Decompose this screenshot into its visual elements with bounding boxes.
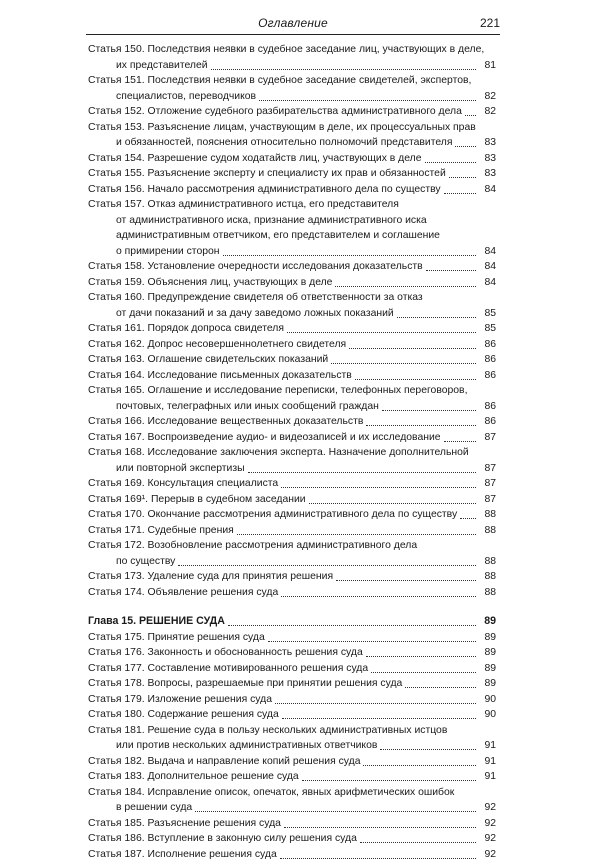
toc-line-text: Статья 157. Отказ административного истца, его представителя [88,197,399,213]
dot-leader [460,518,476,519]
toc-line-text: Статья 180. Содержание решения суда [88,707,279,723]
toc-entry [88,368,496,384]
toc-line [88,89,496,105]
toc-line-text: от дачи показаний и за дачу заведомо ложных показаний [116,306,394,322]
toc-page-number: 84 [484,275,496,291]
chapter-heading [88,614,496,630]
toc-page-number: 89 [484,614,496,630]
toc-line-text: в решении суда [116,800,192,816]
toc-line-text: их представителей [116,58,208,74]
toc-line-text: Статья 181. Решение суда в пользу нескольких административных истцов [88,723,447,739]
toc-page-number: 82 [484,104,496,120]
toc-page-number: 86 [484,337,496,353]
toc-line-text: Статья 184. Исправление описок, опечаток, явных арифметических ошибок [88,785,454,801]
toc-line [88,569,496,585]
toc-line [88,182,496,198]
toc-page-number: 87 [484,492,496,508]
toc-entry [88,151,496,167]
toc-line-text: Статья 164. Исследование письменных доказательств [88,368,352,384]
toc-line-text: или повторной экспертизы [116,461,245,477]
toc-entry [88,275,496,291]
dot-leader [281,596,476,597]
toc-page-number: 86 [484,399,496,415]
toc-line [88,244,496,260]
dot-leader [309,503,476,504]
dot-leader [281,487,476,488]
toc-entry [88,104,496,120]
toc-line-text: Статья 162. Допрос несовершеннолетнего свидетеля [88,337,346,353]
toc-line [88,213,496,229]
toc-line-text: о примирении сторон [116,244,220,260]
toc-line-text: Статья 178. Вопросы, разрешаемые при принятии решения суда [88,676,402,692]
toc-page-number: 83 [484,135,496,151]
toc-page-number: 92 [484,831,496,847]
dot-leader [360,842,476,843]
toc-page-number: 91 [484,769,496,785]
toc-entry [88,430,496,446]
dot-leader [371,672,476,673]
toc-line-text: Статья 174. Объявление решения суда [88,585,278,601]
toc-entry [88,352,496,368]
toc-entry [88,630,496,646]
toc-line-text: Статья 156. Начало рассмотрения административного дела по существу [88,182,441,198]
toc-entry [88,523,496,539]
toc-page-number: 89 [484,661,496,677]
toc-entry [88,507,496,523]
toc-line [88,523,496,539]
toc-line-text: Статья 160. Предупреждение свидетеля об ответственности за отказ [88,290,423,306]
toc-line [88,754,496,770]
toc-line [88,42,496,58]
toc-line-text: Статья 173. Удаление суда для принятия решения [88,569,333,585]
toc-line [88,430,496,446]
toc-entry [88,476,496,492]
toc-line [88,290,496,306]
toc-page-number: 88 [484,554,496,570]
toc-entry [88,585,496,601]
toc-line [88,800,496,816]
dot-leader [444,441,476,442]
toc-page-number: 88 [484,585,496,601]
toc-line-text: Статья 155. Разъяснение эксперту и специалисту их прав и обязанностей [88,166,446,182]
dot-leader [282,718,476,719]
toc-line-text: Статья 175. Принятие решения суда [88,630,265,646]
toc-line [88,151,496,167]
toc-line-text: Статья 166. Исследование вещественных доказательств [88,414,363,430]
toc-line [88,275,496,291]
toc-line [88,197,496,213]
toc-line [88,769,496,785]
toc-entry [88,259,496,275]
toc-entry [88,769,496,785]
toc-line [88,847,496,862]
dot-leader [382,410,476,411]
dot-leader [397,317,476,318]
toc-entry [88,754,496,770]
toc-entry [88,707,496,723]
toc-line-text: Статья 172. Возобновление рассмотрения административного дела [88,538,417,554]
toc-line-text: Статья 170. Окончание рассмотрения административного дела по существу [88,507,457,523]
toc-entry [88,445,496,476]
toc-line [88,645,496,661]
toc-line [88,445,496,461]
toc-entry [88,166,496,182]
toc-entry [88,645,496,661]
toc-line-text: Статья 151. Последствия неявки в судебное заседание свидетелей, экспертов, [88,73,471,89]
toc-page-number: 89 [484,630,496,646]
dot-leader [195,811,476,812]
toc-line-text: Статья 176. Законность и обоснованность решения суда [88,645,363,661]
dot-leader [237,534,476,535]
dot-leader [366,425,476,426]
toc-line-text: Статья 152. Отложение судебного разбирательства административного дела [88,104,462,120]
dot-leader [223,255,476,256]
dot-leader [259,100,476,101]
page-number: 221 [480,16,500,30]
toc-page-number: 87 [484,461,496,477]
dot-leader [275,703,476,704]
toc-line [88,554,496,570]
toc-line [88,166,496,182]
toc-page-number: 83 [484,166,496,182]
toc-line-text: Статья 150. Последствия неявки в судебное заседание лиц, участвующих в деле, [88,42,484,58]
toc-entry [88,692,496,708]
toc-line [88,368,496,384]
toc-page-number: 89 [484,676,496,692]
toc-page-number: 84 [484,259,496,275]
dot-leader [426,270,476,271]
toc-line-text: Статья 186. Вступление в законную силу решения суда [88,831,357,847]
toc-line [88,492,496,508]
toc-entry [88,538,496,569]
dot-leader [331,363,476,364]
dot-leader [211,69,476,70]
toc-line-text: Глава 15. РЕШЕНИЕ СУДА [88,614,225,630]
toc-line-text: Статья 153. Разъяснение лицам, участвующим в деле, их процессуальных прав [88,120,476,136]
toc-line [88,630,496,646]
toc-entry [88,816,496,832]
dot-leader [287,332,476,333]
toc-line [88,723,496,739]
toc-page-number: 86 [484,368,496,384]
dot-leader [349,348,476,349]
toc-line [88,707,496,723]
toc-line [88,383,496,399]
toc-line-text: почтовых, телеграфных или иных сообщений граждан [116,399,379,415]
toc-line [88,692,496,708]
toc-line-text: Статья 165. Оглашение и исследование переписки, телефонных переговоров, [88,383,467,399]
toc-line [88,585,496,601]
dot-leader [280,858,476,859]
toc-entry [88,73,496,104]
dot-leader [405,687,476,688]
toc-line [88,738,496,754]
toc-entry [88,414,496,430]
dot-leader [465,115,476,116]
toc-page-number: 84 [484,244,496,260]
toc-line-text: Статья 168. Исследование заключения эксперта. Назначение дополнительной [88,445,469,461]
toc-line [88,58,496,74]
toc-page-number: 90 [484,707,496,723]
dot-leader [302,780,476,781]
dot-leader [455,146,476,147]
toc-line-text: Статья 154. Разрешение судом ходатайств лиц, участвующих в деле [88,151,422,167]
toc-line [88,785,496,801]
toc-line-text: Статья 171. Судебные прения [88,523,234,539]
toc-entry [88,383,496,414]
dot-leader [248,472,476,473]
toc-line-text: Статья 187. Исполнение решения суда [88,847,277,862]
toc-line [88,831,496,847]
toc-line-text: Статья 158. Установление очередности исследования доказательств [88,259,423,275]
toc-entry [88,42,496,73]
toc-line [88,661,496,677]
header-rule [86,34,500,35]
toc-page-number: 92 [484,800,496,816]
toc-line-text: Статья 163. Оглашение свидетельских показаний [88,352,328,368]
toc-entry [88,831,496,847]
dot-leader [336,580,476,581]
toc-entry [88,847,496,862]
toc-line-text: по существу [116,554,175,570]
toc-page-number: 91 [484,754,496,770]
toc-line-text: или против нескольких административных ответчиков [116,738,377,754]
toc-line-text: Статья 159. Объяснения лиц, участвующих в деле [88,275,332,291]
toc-entry [88,676,496,692]
toc-line [88,228,496,244]
toc-line-text: Статья 182. Выдача и направление копий решения суда [88,754,360,770]
toc-line [88,614,496,630]
dot-leader [366,656,476,657]
toc-entry [88,785,496,816]
toc-line-text: Статья 161. Порядок допроса свидетеля [88,321,284,337]
toc-line [88,306,496,322]
toc-line [88,120,496,136]
toc-line [88,538,496,554]
toc-entry [88,197,496,259]
toc-page-number: 88 [484,569,496,585]
dot-leader [425,162,476,163]
running-title: Оглавление [86,16,500,30]
toc-line-text: Статья 167. Воспроизведение аудио- и видеозаписей и их исследование [88,430,441,446]
toc-page-number: 89 [484,645,496,661]
toc-page-number: 86 [484,414,496,430]
toc-page-number: 85 [484,321,496,337]
toc-page-number: 86 [484,352,496,368]
toc-entry [88,492,496,508]
toc-line [88,73,496,89]
dot-leader [268,641,476,642]
toc-page-number: 87 [484,430,496,446]
toc-page-number: 90 [484,692,496,708]
toc-line [88,816,496,832]
toc-line [88,135,496,151]
toc-line-text: и обязанностей, пояснения относительно полномочий представителя [116,135,452,151]
toc-line-text: Статья 169¹. Перерыв в судебном заседании [88,492,306,508]
dot-leader [355,379,476,380]
toc-line [88,104,496,120]
toc-entry [88,290,496,321]
toc-page-number: 87 [484,476,496,492]
toc-page-number: 84 [484,182,496,198]
toc-page-number: 82 [484,89,496,105]
toc-line [88,414,496,430]
toc-line [88,259,496,275]
toc-entry [88,120,496,151]
toc-line [88,507,496,523]
dot-leader [444,193,476,194]
toc-entry [88,321,496,337]
toc-line [88,399,496,415]
toc-line [88,321,496,337]
toc-line [88,352,496,368]
toc-page-number: 88 [484,523,496,539]
toc-line [88,676,496,692]
toc-page-number: 83 [484,151,496,167]
dot-leader [363,765,476,766]
dot-leader [284,827,476,828]
toc-entry [88,569,496,585]
toc-line-text: административным ответчиком, его представителем и соглашение [116,228,440,244]
toc-line-text: Статья 185. Разъяснение решения суда [88,816,281,832]
toc-page-number: 92 [484,816,496,832]
toc-page-number: 88 [484,507,496,523]
toc-page-number: 85 [484,306,496,322]
toc-line-text: Статья 169. Консультация специалиста [88,476,278,492]
toc-line [88,476,496,492]
toc-line [88,461,496,477]
toc-line-text: от административного иска, признание административного иска [116,213,427,229]
dot-leader [178,565,476,566]
toc-line-text: Статья 179. Изложение решения суда [88,692,272,708]
toc-line [88,337,496,353]
dot-leader [228,625,476,626]
toc-entry [88,723,496,754]
toc-page-number: 81 [484,58,496,74]
toc-page-number: 92 [484,847,496,862]
table-of-contents [88,42,496,862]
dot-leader [449,177,476,178]
toc-line-text: Статья 183. Дополнительное решение суда [88,769,299,785]
toc-page-number: 91 [484,738,496,754]
toc-entry [88,182,496,198]
dot-leader [335,286,476,287]
toc-entry [88,661,496,677]
toc-entry [88,337,496,353]
toc-line-text: Статья 177. Составление мотивированного решения суда [88,661,368,677]
toc-line-text: специалистов, переводчиков [116,89,256,105]
